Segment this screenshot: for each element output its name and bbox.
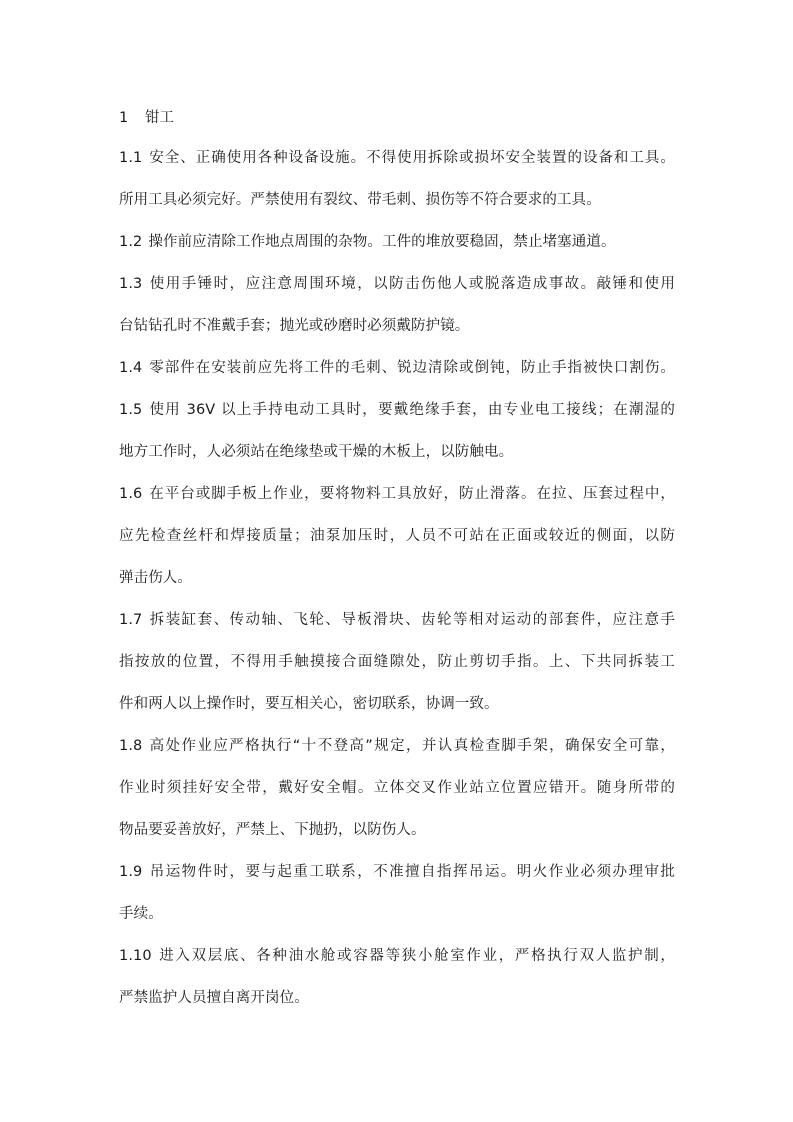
clause-line: [119, 851, 675, 893]
document-body: [119, 100, 675, 1019]
clause-text: 地方工作时，人必须站在绝缘垫或干燥的木板上，以防触电。: [119, 444, 514, 460]
clause-text: 物品要妥善放好，严禁上、下抛扔，以防伤人。: [119, 822, 426, 838]
clause-line: [119, 683, 675, 725]
clause-text: 高处作业应严格执行“十不登高”规定，并认真检查脚手架，确保安全可靠，: [148, 738, 675, 754]
clause-line: [119, 137, 675, 179]
clause-text: 吊运物件时，要与起重工联系，不准擅自指挥吊运。明火作业必须办理审批: [148, 864, 675, 880]
clause-line: [119, 305, 675, 347]
clause-1-6: [119, 473, 675, 599]
clause-number: 1.3: [119, 276, 143, 292]
clause-line: [119, 935, 675, 977]
clause-1-2: [119, 221, 675, 263]
clause-line: [119, 347, 675, 389]
clause-line: [119, 977, 675, 1019]
clause-line: [119, 641, 675, 683]
section-number: 1: [119, 110, 129, 126]
clause-line: [119, 179, 675, 221]
clause-line: [119, 557, 675, 599]
clause-text: 件和两人以上操作时，要互相关心，密切联系，协调一致。: [119, 696, 499, 712]
clause-text: 严禁监护人员擅自离开岗位。: [119, 990, 309, 1006]
clause-text: 使用手锤时，应注意周围环境，以防击伤他人或脱落造成事故。敲锤和使用: [148, 276, 675, 292]
clause-number: 1.4: [119, 360, 143, 376]
clause-number: 1.7: [119, 612, 143, 628]
section-title: 钳工: [145, 110, 174, 126]
clause-1-3: [119, 263, 675, 347]
clause-1-1: [119, 137, 675, 221]
clause-number: 1.2: [119, 234, 143, 250]
clause-1-7: [119, 599, 675, 725]
clause-line: [119, 515, 675, 557]
clause-1-8: [119, 725, 675, 851]
clause-line: [119, 767, 675, 809]
clause-text: 操作前应清除工作地点周围的杂物。工件的堆放要稳固，禁止堵塞通道。: [148, 234, 616, 250]
clause-text: 使用 36V 以上手持电动工具时，要戴绝缘手套，由专业电工接线；在潮湿的: [148, 402, 675, 418]
clause-number: 1.8: [119, 738, 143, 754]
clause-text: 零部件在安装前应先将工件的毛刺、锐边清除或倒钝，防止手指被快口割伤。: [148, 360, 675, 376]
clause-line: [119, 263, 675, 305]
clause-text: 在平台或脚手板上作业，要将物料工具放好，防止滑落。在拉、压套过程中，: [148, 486, 675, 502]
clause-text: 拆装缸套、传动轴、飞轮、导板滑块、齿轮等相对运动的部套件，应注意手: [148, 612, 675, 628]
clause-1-10: [119, 935, 675, 1019]
clause-line: [119, 431, 675, 473]
section-heading: [119, 100, 675, 137]
clause-number: 1.10: [119, 948, 152, 964]
clause-text: 弹击伤人。: [119, 570, 192, 586]
clause-text: 台钻钻孔时不准戴手套；抛光或砂磨时必须戴防护镜。: [119, 318, 470, 334]
clause-number: 1.1: [119, 150, 143, 166]
clause-line: [119, 473, 675, 515]
clause-number: 1.5: [119, 402, 143, 418]
clause-text: 进入双层底、各种油水舱或容器等狭小舱室作业，严格执行双人监护制，: [157, 948, 675, 964]
clause-line: [119, 599, 675, 641]
clause-text: 应先检查丝杆和焊接质量；油泵加压时，人员不可站在正面或较近的侧面，以防: [119, 528, 675, 544]
clause-line: [119, 221, 675, 263]
clause-text: 作业时须挂好安全带，戴好安全帽。立体交叉作业站立位置应错开。随身所带的: [119, 780, 675, 796]
clause-text: 指按放的位置，不得用手触摸接合面缝隙处，防止剪切手指。上、下共同拆装工: [119, 654, 675, 670]
clause-line: [119, 809, 675, 851]
clause-line: [119, 389, 675, 431]
clause-number: 1.9: [119, 864, 143, 880]
clause-text: 手续。: [119, 906, 163, 922]
clause-text: 所用工具必须完好。严禁使用有裂纹、带毛刺、损伤等不符合要求的工具。: [119, 192, 601, 208]
clause-line: [119, 893, 675, 935]
clause-line: [119, 725, 675, 767]
clause-text: 安全、正确使用各种设备设施。不得使用拆除或损坏安全装置的设备和工具。: [148, 150, 675, 166]
clause-1-9: [119, 851, 675, 935]
clause-1-5: [119, 389, 675, 473]
clause-1-4: [119, 347, 675, 389]
clause-number: 1.6: [119, 486, 143, 502]
